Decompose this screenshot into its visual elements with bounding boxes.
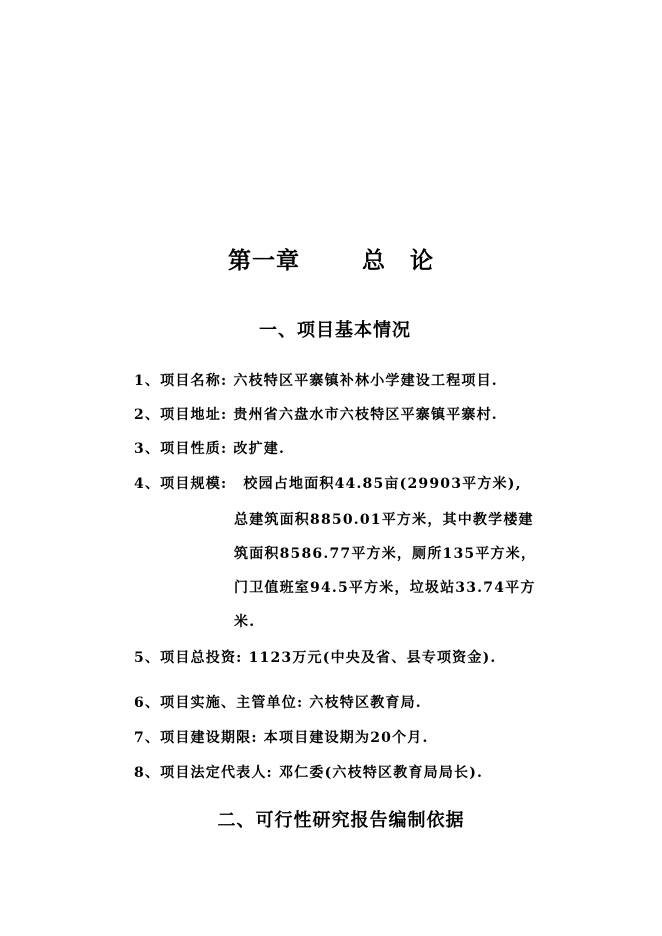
- list-item: [134, 473, 522, 493]
- list-item: [134, 404, 498, 424]
- item-label: 1、项目名称:: [134, 373, 228, 389]
- item-label: 8、项目法定代表人:: [134, 765, 273, 781]
- item-value: 改扩建.: [233, 441, 286, 457]
- section-heading-feasibility-basis: 二、可行性研究报告编制依据: [217, 810, 465, 831]
- list-item: [134, 692, 422, 712]
- chapter-title: [0, 242, 662, 275]
- item-value: 本项目建设期为20个月.: [263, 730, 429, 746]
- item-value: 邓仁委(六枝特区教育局局长).: [279, 765, 484, 781]
- item-value: 六枝特区平寨镇补林小学建设工程项目.: [233, 373, 498, 389]
- item-value: 校园占地面积44.85亩(29903平方米),: [243, 476, 522, 492]
- item-label: 5、项目总投资:: [134, 650, 243, 666]
- scale-continuation-line: 总建筑面积8850.01平方米，其中教学楼建: [234, 512, 534, 528]
- list-item: [134, 438, 285, 458]
- item-label: 3、项目性质:: [134, 441, 228, 457]
- list-item: [134, 647, 496, 667]
- list-item: [134, 727, 429, 747]
- scale-continuation-line: 米.: [234, 614, 256, 630]
- item-label: 2、项目地址:: [134, 407, 228, 423]
- chapter-name: 总 论: [362, 247, 434, 274]
- chapter-number: 第一章: [228, 247, 300, 274]
- item-value: 1123万元(中央及省、县专项资金).: [248, 650, 497, 666]
- section-heading-basic-info: 一、项目基本情况: [259, 320, 411, 341]
- list-item: [134, 762, 483, 782]
- item-label: 7、项目建设期限:: [134, 730, 258, 746]
- item-label: 6、项目实施、主管单位:: [134, 695, 304, 711]
- item-label: 4、项目规模:: [134, 476, 228, 492]
- item-value: 贵州省六盘水市六枝特区平寨镇平寨村.: [233, 407, 498, 423]
- scale-continuation-line: 筑面积8586.77平方米，厕所135平方米，: [234, 546, 537, 562]
- item-value: 六枝特区教育局.: [309, 695, 422, 711]
- scale-continuation-line: 门卫值班室94.5平方米，垃圾站33.74平方: [234, 580, 536, 596]
- list-item: [134, 370, 498, 390]
